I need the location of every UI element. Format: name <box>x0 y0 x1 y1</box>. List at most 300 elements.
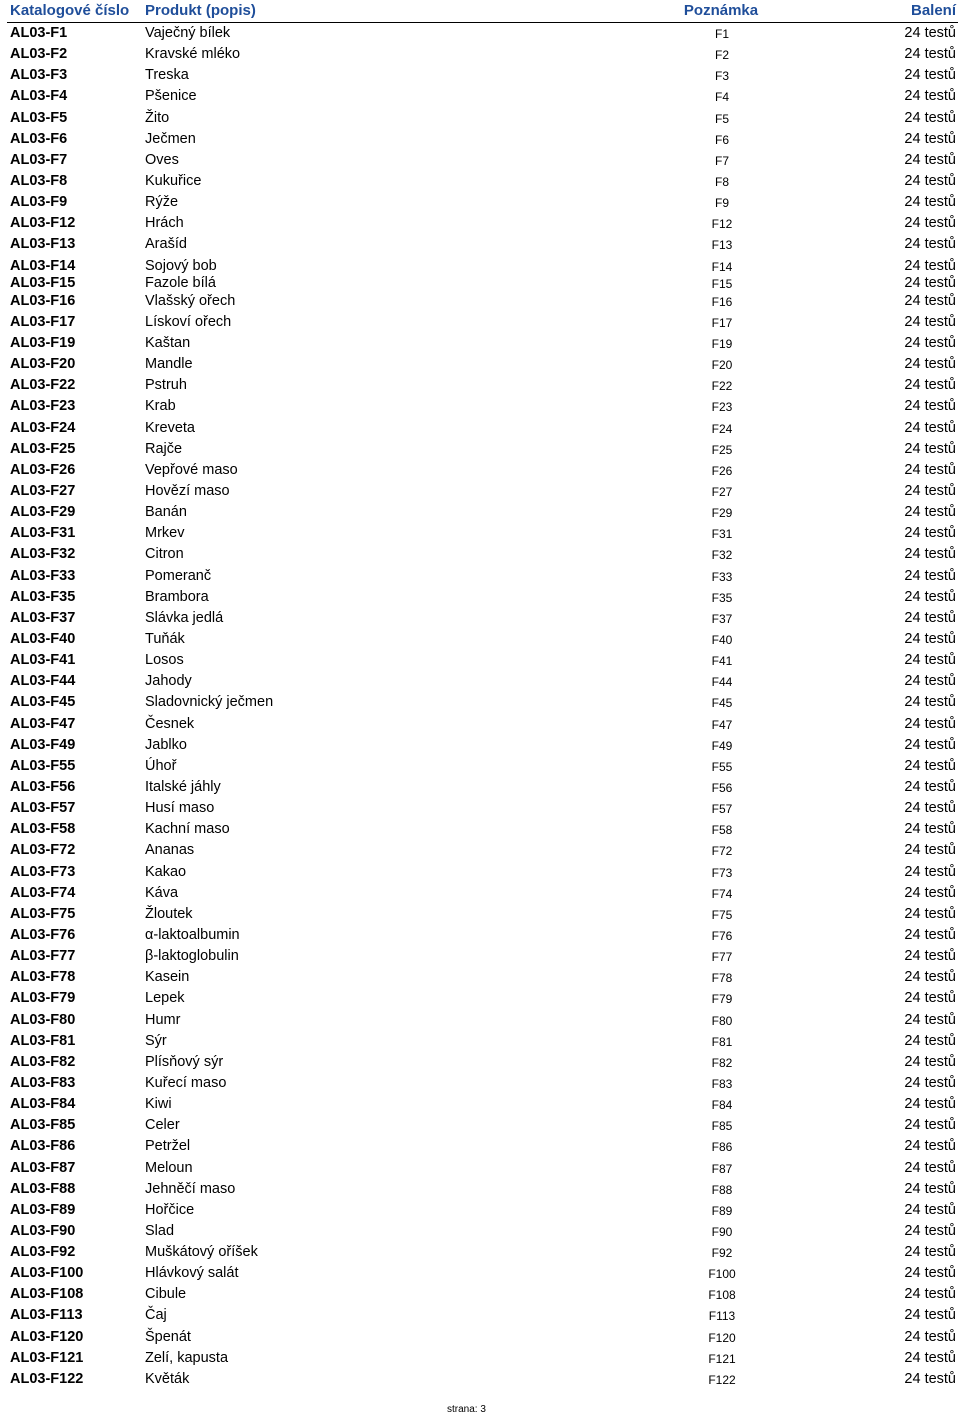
note-cell: F49 <box>711 738 733 753</box>
packaging-cell: 24 testů <box>904 778 956 795</box>
product-cell: Citron <box>145 546 184 563</box>
note-cell: F80 <box>711 1013 733 1028</box>
page-number: strana: 3 <box>447 1404 486 1415</box>
packaging-cell: 24 testů <box>904 694 956 711</box>
catalog-number-cell: AL03-F121 <box>10 1349 84 1366</box>
catalog-number-cell: AL03-F13 <box>10 236 76 253</box>
table-row <box>7 1010 958 1031</box>
catalog-number-cell: AL03-F81 <box>10 1032 76 1049</box>
table-row <box>7 213 958 234</box>
table-row <box>7 925 958 946</box>
product-cell: α-laktoalbumin <box>145 926 240 943</box>
catalog-number-cell: AL03-F16 <box>10 292 76 309</box>
packaging-cell: 24 testů <box>904 172 956 189</box>
product-cell: Čaj <box>145 1307 167 1324</box>
catalog-number-cell: AL03-F14 <box>10 257 76 274</box>
product-cell: Sýr <box>145 1032 167 1049</box>
note-cell: F82 <box>711 1055 733 1070</box>
product-cell: Slávka jedlá <box>145 609 224 626</box>
catalog-number-cell: AL03-F6 <box>10 130 68 147</box>
catalog-number-cell: AL03-F88 <box>10 1180 76 1197</box>
product-cell: Rajče <box>145 440 183 457</box>
table-row <box>7 523 958 544</box>
product-cell: Žloutek <box>145 905 193 922</box>
packaging-cell: 24 testů <box>904 1201 956 1218</box>
note-cell: F47 <box>711 717 733 732</box>
product-cell: Brambora <box>145 588 209 605</box>
catalog-number-cell: AL03-F2 <box>10 46 68 63</box>
note-cell: F16 <box>711 294 733 309</box>
packaging-cell: 24 testů <box>904 1032 956 1049</box>
note-cell: F3 <box>714 69 730 84</box>
table-row <box>7 967 958 988</box>
note-cell: F17 <box>711 315 733 330</box>
product-cell: Žito <box>145 109 170 126</box>
note-cell: F40 <box>711 632 733 647</box>
note-cell: F113 <box>708 1309 736 1324</box>
product-cell: Oves <box>145 151 179 168</box>
table-row <box>7 1242 958 1263</box>
table-row <box>7 840 958 861</box>
packaging-cell: 24 testů <box>904 905 956 922</box>
note-cell: F9 <box>714 196 730 211</box>
product-cell: Hořčice <box>145 1201 195 1218</box>
table-row <box>7 862 958 883</box>
catalog-number-cell: AL03-F84 <box>10 1096 76 1113</box>
product-cell: Humr <box>145 1011 181 1028</box>
product-cell: β-laktoglobulin <box>145 948 239 965</box>
table-row <box>7 1369 958 1390</box>
product-cell: Losos <box>145 652 184 669</box>
packaging-cell: 24 testů <box>904 1096 956 1113</box>
catalog-number-cell: AL03-F15 <box>10 275 76 292</box>
packaging-cell: 24 testů <box>904 67 956 84</box>
catalog-number-cell: AL03-F49 <box>10 736 76 753</box>
packaging-cell: 24 testů <box>904 546 956 563</box>
table-row <box>7 333 958 354</box>
table-row <box>7 1284 958 1305</box>
product-cell: Fazole bílá <box>145 275 216 292</box>
note-cell: F12 <box>711 217 733 232</box>
product-cell: Kreveta <box>145 419 195 436</box>
packaging-cell: 24 testů <box>904 736 956 753</box>
note-cell: F14 <box>711 259 733 274</box>
product-cell: Kuřecí maso <box>145 1074 227 1091</box>
table-row <box>7 396 958 417</box>
catalog-number-cell: AL03-F77 <box>10 948 76 965</box>
table-row <box>7 756 958 777</box>
catalog-number-cell: AL03-F122 <box>10 1370 84 1387</box>
table-row <box>7 23 958 44</box>
catalog-number-cell: AL03-F108 <box>10 1286 84 1303</box>
table-body <box>7 23 958 1390</box>
note-cell: F15 <box>711 277 733 292</box>
note-cell: F88 <box>711 1182 733 1197</box>
header-note: Poznámka <box>683 2 759 19</box>
product-cell: Květák <box>145 1370 190 1387</box>
product-cell: Kravské mléko <box>145 46 241 63</box>
table-row <box>7 671 958 692</box>
note-cell: F41 <box>711 654 733 669</box>
catalog-number-cell: AL03-F23 <box>10 398 76 415</box>
note-cell: F22 <box>711 379 733 394</box>
catalog-number-cell: AL03-F19 <box>10 335 76 352</box>
product-cell: Jehněčí maso <box>145 1180 236 1197</box>
packaging-cell: 24 testů <box>904 1286 956 1303</box>
note-cell: F24 <box>711 421 733 436</box>
catalog-number-cell: AL03-F9 <box>10 194 68 211</box>
note-cell: F6 <box>714 132 730 147</box>
packaging-cell: 24 testů <box>904 673 956 690</box>
packaging-cell: 24 testů <box>904 800 956 817</box>
packaging-cell: 24 testů <box>904 567 956 584</box>
catalog-number-cell: AL03-F4 <box>10 88 68 105</box>
note-cell: F55 <box>711 759 733 774</box>
product-cell: Rýže <box>145 194 179 211</box>
table-row <box>7 777 958 798</box>
catalog-number-cell: AL03-F40 <box>10 630 76 647</box>
catalog-number-cell: AL03-F29 <box>10 504 76 521</box>
packaging-cell: 24 testů <box>904 969 956 986</box>
note-cell: F85 <box>711 1119 733 1134</box>
note-cell: F100 <box>708 1267 736 1282</box>
product-cell: Petržel <box>145 1138 191 1155</box>
packaging-cell: 24 testů <box>904 257 956 274</box>
packaging-cell: 24 testů <box>904 863 956 880</box>
header-product: Produkt (popis) <box>145 2 256 19</box>
packaging-cell: 24 testů <box>904 356 956 373</box>
table-row <box>7 439 958 460</box>
note-cell: F19 <box>711 337 733 352</box>
catalog-number-cell: AL03-F75 <box>10 905 76 922</box>
product-cell: Ananas <box>145 842 195 859</box>
catalog-number-cell: AL03-F45 <box>10 694 76 711</box>
note-cell: F58 <box>711 823 733 838</box>
product-cell: Arašíd <box>145 236 187 253</box>
note-cell: F57 <box>711 802 733 817</box>
catalog-number-cell: AL03-F31 <box>10 525 76 542</box>
note-cell: F25 <box>711 442 733 457</box>
catalog-number-cell: AL03-F32 <box>10 546 76 563</box>
packaging-cell: 24 testů <box>904 313 956 330</box>
packaging-cell: 24 testů <box>904 1265 956 1282</box>
note-cell: F79 <box>711 992 733 1007</box>
catalog-number-cell: AL03-F57 <box>10 800 76 817</box>
packaging-cell: 24 testů <box>904 715 956 732</box>
packaging-cell: 24 testů <box>904 1349 956 1366</box>
packaging-cell: 24 testů <box>904 398 956 415</box>
note-cell: F108 <box>708 1288 736 1303</box>
catalog-number-cell: AL03-F5 <box>10 109 68 126</box>
note-cell: F45 <box>711 696 733 711</box>
product-cell: Slad <box>145 1222 175 1239</box>
catalog-number-cell: AL03-F80 <box>10 1011 76 1028</box>
catalog-number-cell: AL03-F44 <box>10 673 76 690</box>
note-cell: F83 <box>711 1076 733 1091</box>
table-row <box>7 460 958 481</box>
product-cell: Meloun <box>145 1159 193 1176</box>
table-row <box>7 65 958 86</box>
catalog-number-cell: AL03-F17 <box>10 313 76 330</box>
packaging-cell: 24 testů <box>904 630 956 647</box>
product-cell: Krab <box>145 398 176 415</box>
packaging-cell: 24 testů <box>904 504 956 521</box>
product-cell: Kaštan <box>145 335 191 352</box>
packaging-cell: 24 testů <box>904 377 956 394</box>
table-row <box>7 1179 958 1200</box>
table-row <box>7 566 958 587</box>
table-row <box>7 354 958 375</box>
packaging-cell: 24 testů <box>904 88 956 105</box>
note-cell: F121 <box>708 1351 736 1366</box>
product-cell: Česnek <box>145 715 195 732</box>
packaging-cell: 24 testů <box>904 609 956 626</box>
catalog-number-cell: AL03-F100 <box>10 1265 84 1282</box>
catalog-number-cell: AL03-F76 <box>10 926 76 943</box>
product-cell: Plísňový sýr <box>145 1053 224 1070</box>
note-cell: F76 <box>711 928 733 943</box>
note-cell: F32 <box>711 548 733 563</box>
note-cell: F73 <box>711 865 733 880</box>
table-row <box>7 234 958 255</box>
catalog-number-cell: AL03-F87 <box>10 1159 76 1176</box>
table-row <box>7 1221 958 1242</box>
catalog-number-cell: AL03-F37 <box>10 609 76 626</box>
table-row <box>7 129 958 150</box>
note-cell: F20 <box>711 358 733 373</box>
table-header <box>7 0 958 23</box>
product-cell: Cibule <box>145 1286 187 1303</box>
table-row <box>7 1052 958 1073</box>
note-cell: F29 <box>711 506 733 521</box>
catalog-number-cell: AL03-F85 <box>10 1117 76 1134</box>
table-row <box>7 1094 958 1115</box>
packaging-cell: 24 testů <box>904 109 956 126</box>
packaging-cell: 24 testů <box>904 948 956 965</box>
packaging-cell: 24 testů <box>904 419 956 436</box>
note-cell: F87 <box>711 1161 733 1176</box>
note-cell: F56 <box>711 780 733 795</box>
catalog-number-cell: AL03-F33 <box>10 567 76 584</box>
catalog-number-cell: AL03-F22 <box>10 377 76 394</box>
note-cell: F23 <box>711 400 733 415</box>
table-row <box>7 1348 958 1369</box>
note-cell: F89 <box>711 1203 733 1218</box>
note-cell: F8 <box>714 174 730 189</box>
product-cell: Mandle <box>145 356 193 373</box>
note-cell: F72 <box>711 844 733 859</box>
product-cell: Treska <box>145 67 189 84</box>
catalog-number-cell: AL03-F55 <box>10 757 76 774</box>
catalog-number-cell: AL03-F120 <box>10 1328 84 1345</box>
note-cell: F26 <box>711 463 733 478</box>
packaging-cell: 24 testů <box>904 1159 956 1176</box>
table-row <box>7 192 958 213</box>
table-row <box>7 44 958 65</box>
header-packaging: Balení <box>910 2 956 19</box>
packaging-cell: 24 testů <box>904 1328 956 1345</box>
product-cell: Hovězí maso <box>145 483 230 499</box>
table-row <box>7 481 958 502</box>
catalog-number-cell: AL03-F41 <box>10 652 76 669</box>
packaging-cell: 24 testů <box>904 335 956 352</box>
note-cell: F37 <box>711 611 733 626</box>
catalog-number-cell: AL03-F78 <box>10 969 76 986</box>
catalog-number-cell: AL03-F83 <box>10 1074 76 1091</box>
table-row <box>7 608 958 629</box>
packaging-cell: 24 testů <box>904 842 956 859</box>
packaging-cell: 24 testů <box>904 292 956 309</box>
packaging-cell: 24 testů <box>904 525 956 542</box>
note-cell: F86 <box>711 1140 733 1155</box>
catalog-number-cell: AL03-F12 <box>10 215 76 232</box>
catalog-number-cell: AL03-F74 <box>10 884 76 901</box>
product-cell: Jahody <box>145 673 192 690</box>
product-cell: Pstruh <box>145 377 187 394</box>
packaging-cell: 24 testů <box>904 652 956 669</box>
packaging-cell: 24 testů <box>904 1074 956 1091</box>
product-cell: Kasein <box>145 969 190 986</box>
note-cell: F5 <box>714 111 730 126</box>
table-row <box>7 544 958 565</box>
packaging-cell: 24 testů <box>904 990 956 1007</box>
table-row <box>7 1073 958 1094</box>
table-row <box>7 587 958 608</box>
table-row <box>7 714 958 735</box>
table-row <box>7 291 958 312</box>
product-cell: Husí maso <box>145 800 215 817</box>
catalog-number-cell: AL03-F89 <box>10 1201 76 1218</box>
table-row <box>7 1327 958 1348</box>
note-cell: F1 <box>714 27 730 41</box>
catalog-number-cell: AL03-F24 <box>10 419 76 436</box>
table-row <box>7 171 958 192</box>
table-row <box>7 1200 958 1221</box>
table-row <box>7 883 958 904</box>
packaging-cell: 24 testů <box>904 483 956 499</box>
product-cell: Vaječný bílek <box>145 25 231 41</box>
note-cell: F13 <box>711 238 733 253</box>
packaging-cell: 24 testů <box>904 25 956 41</box>
catalog-number-cell: AL03-F58 <box>10 821 76 838</box>
note-cell: F74 <box>711 886 733 901</box>
product-cell: Zelí, kapusta <box>145 1349 229 1366</box>
catalog-number-cell: AL03-F27 <box>10 483 76 499</box>
packaging-cell: 24 testů <box>904 926 956 943</box>
product-cell: Jablko <box>145 736 187 753</box>
table-row <box>7 988 958 1009</box>
table-row <box>7 256 958 274</box>
product-cell: Muškátový oříšek <box>145 1244 258 1261</box>
catalog-number-cell: AL03-F26 <box>10 461 76 478</box>
packaging-cell: 24 testů <box>904 757 956 774</box>
note-cell: F35 <box>711 590 733 605</box>
product-cell: Úhoř <box>145 757 177 774</box>
table-row <box>7 1115 958 1136</box>
table-row <box>7 418 958 439</box>
table-row <box>7 502 958 523</box>
packaging-cell: 24 testů <box>904 461 956 478</box>
catalog-number-cell: AL03-F73 <box>10 863 76 880</box>
table-row <box>7 1158 958 1179</box>
table-row <box>7 819 958 840</box>
catalog-number-cell: AL03-F82 <box>10 1053 76 1070</box>
product-cell: Banán <box>145 504 187 521</box>
product-cell: Sladovnický ječmen <box>145 694 274 711</box>
catalog-number-cell: AL03-F1 <box>10 25 68 41</box>
product-cell: Tuňák <box>145 630 185 647</box>
packaging-cell: 24 testů <box>904 1307 956 1324</box>
packaging-cell: 24 testů <box>904 1117 956 1134</box>
packaging-cell: 24 testů <box>904 1180 956 1197</box>
table-row <box>7 650 958 671</box>
catalog-number-cell: AL03-F56 <box>10 778 76 795</box>
product-cell: Kukuřice <box>145 172 202 189</box>
catalog-number-cell: AL03-F79 <box>10 990 76 1007</box>
catalog-number-cell: AL03-F47 <box>10 715 76 732</box>
packaging-cell: 24 testů <box>904 194 956 211</box>
product-cell: Sojový bob <box>145 257 217 274</box>
product-cell: Ječmen <box>145 130 196 147</box>
product-cell: Kakao <box>145 863 187 880</box>
product-cell: Italské jáhly <box>145 778 221 795</box>
catalog-number-cell: AL03-F7 <box>10 151 68 168</box>
packaging-cell: 24 testů <box>904 1244 956 1261</box>
product-cell: Lepek <box>145 990 185 1007</box>
catalog-number-cell: AL03-F86 <box>10 1138 76 1155</box>
catalog-number-cell: AL03-F35 <box>10 588 76 605</box>
note-cell: F2 <box>714 48 730 63</box>
table-row <box>7 629 958 650</box>
note-cell: F75 <box>711 907 733 922</box>
product-cell: Vlašský ořech <box>145 292 236 309</box>
packaging-cell: 24 testů <box>904 1011 956 1028</box>
catalog-table <box>7 0 958 1390</box>
table-row <box>7 904 958 925</box>
note-cell: F4 <box>714 90 730 105</box>
packaging-cell: 24 testů <box>904 588 956 605</box>
note-cell: F77 <box>711 950 733 965</box>
packaging-cell: 24 testů <box>904 821 956 838</box>
packaging-cell: 24 testů <box>904 236 956 253</box>
product-cell: Pšenice <box>145 88 197 105</box>
table-row <box>7 798 958 819</box>
note-cell: F27 <box>711 485 733 499</box>
packaging-cell: 24 testů <box>904 440 956 457</box>
product-cell: Kachní maso <box>145 821 230 838</box>
catalog-number-cell: AL03-F3 <box>10 67 68 84</box>
table-row <box>7 946 958 967</box>
table-row <box>7 108 958 129</box>
product-cell: Mrkev <box>145 525 185 542</box>
header-catalog-number: Katalogové číslo <box>10 2 130 19</box>
note-cell: F90 <box>711 1224 733 1239</box>
note-cell: F78 <box>711 971 733 986</box>
product-cell: Lískoví ořech <box>145 313 232 330</box>
table-row <box>7 375 958 396</box>
packaging-cell: 24 testů <box>904 884 956 901</box>
product-cell: Špenát <box>145 1328 191 1345</box>
catalog-number-cell: AL03-F113 <box>10 1307 83 1324</box>
product-cell: Vepřové maso <box>145 461 238 478</box>
product-cell: Celer <box>145 1117 180 1134</box>
note-cell: F7 <box>714 153 730 168</box>
packaging-cell: 24 testů <box>904 275 956 292</box>
table-row <box>7 1305 958 1326</box>
packaging-cell: 24 testů <box>904 1138 956 1155</box>
table-row <box>7 1136 958 1157</box>
table-row <box>7 735 958 756</box>
